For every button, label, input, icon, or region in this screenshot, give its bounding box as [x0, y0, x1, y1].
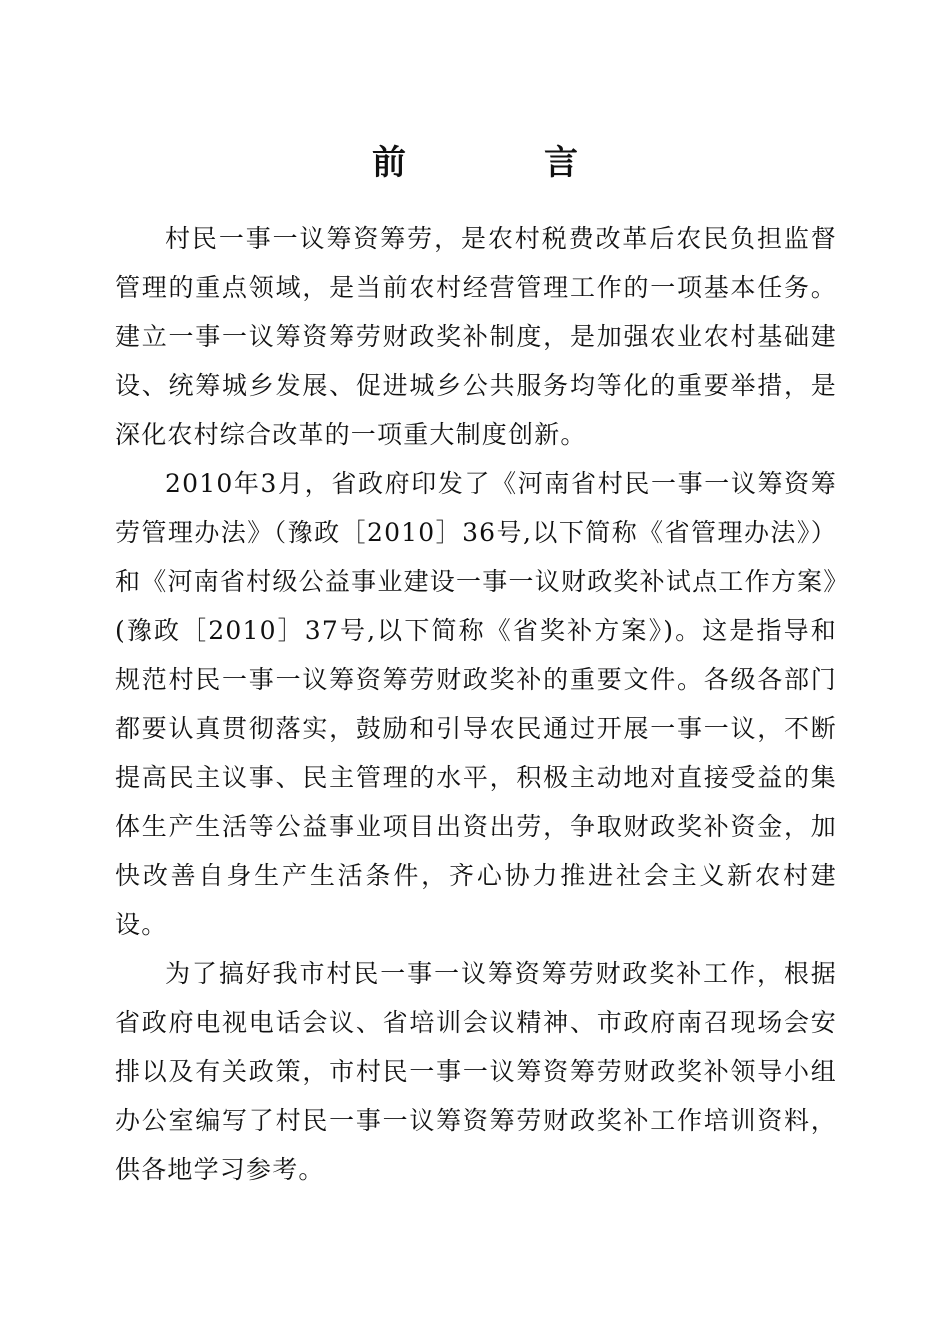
- paragraph-1: 村民一事一议筹资筹劳，是农村税费改革后农民负担监督管理的重点领域，是当前农村经营管理工作的一项基本任务。建立一事一议筹资筹劳财政奖补制度，是加强农业农村基础建设、统筹城乡发展、促进城乡公共服务均等化的重要举措，是深化农村综合改革的一项重大制度创新。: [115, 224, 837, 449]
- preface-body: [115, 214, 837, 1194]
- page-title: 前 言: [372, 142, 630, 183]
- paragraph-3: 为了搞好我市村民一事一议筹资筹劳财政奖补工作，根据省政府电视电话会议、省培训会议精神、市政府南召现场会安排以及有关政策，市村民一事一议筹资筹劳财政奖补领导小组办公室编写了村民一事一议筹资筹劳财政奖补工作培训资料，供各地学习参考。: [115, 959, 837, 1184]
- paragraph-2: 2010年3月，省政府印发了《河南省村民一事一议筹资筹劳管理办法》（豫政［2010］36号,以下简称《省管理办法》）和《河南省村级公益事业建设一事一议财政奖补试点工作方案》(豫政［2010］37号,以下简称《省奖补方案》)。这是指导和规范村民一事一议筹资筹劳财政奖补的重要文件。各级各部门都要认真贯彻落实，鼓励和引导农民通过开展一事一议，不断提高民主议事、民主管理的水平，积极主动地对直接受益的集体生产生活等公益事业项目出资出劳，争取财政奖补资金，加快改善自身生产生活条件，齐心协力推进社会主义新农村建设。: [115, 469, 837, 939]
